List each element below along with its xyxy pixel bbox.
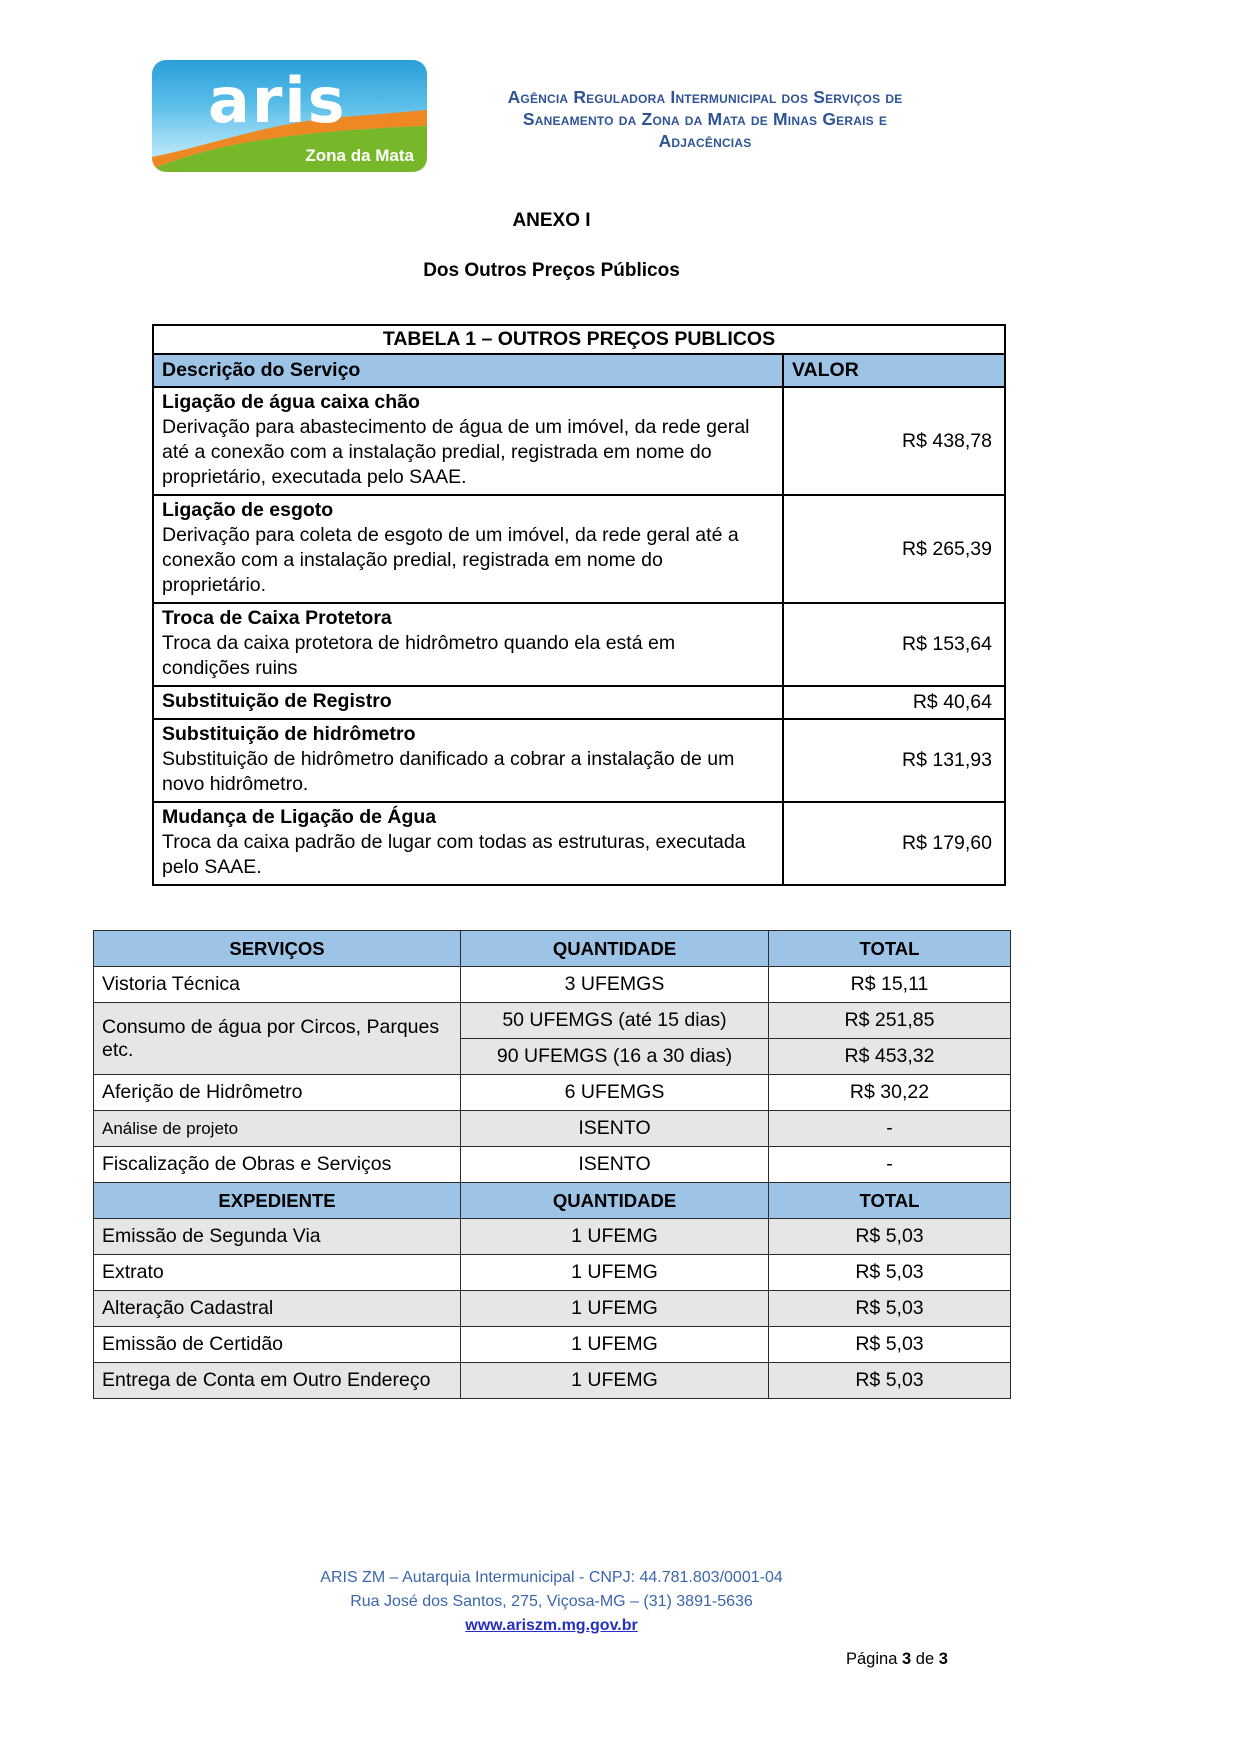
- service-quantity: 1 UFEMG: [461, 1255, 769, 1291]
- service-value: R$ 40,64: [783, 686, 1005, 719]
- section-subtitle: Dos Outros Preços Públicos: [423, 260, 680, 281]
- col-header-descricao: Descrição do Serviço: [153, 354, 783, 387]
- table-row: [94, 1363, 1011, 1399]
- service-name: Substituição de hidrômetro: [162, 723, 416, 745]
- page-number-prefix: Página: [846, 1650, 898, 1668]
- service-total: R$ 5,03: [769, 1255, 1011, 1291]
- service-name: Troca de Caixa Protetora: [162, 607, 392, 629]
- table1-title: TABELA 1 – OUTROS PREÇOS PUBLICOS: [153, 325, 1005, 354]
- service-total: R$ 5,03: [769, 1363, 1011, 1399]
- service-name: Extrato: [94, 1255, 461, 1291]
- col-header-quantidade: QUANTIDADE: [461, 1183, 769, 1219]
- service-total: R$ 453,32: [769, 1039, 1011, 1075]
- page-header: [152, 0, 1241, 172]
- expediente-header-row: [94, 1183, 1011, 1219]
- service-name: Emissão de Segunda Via: [94, 1219, 461, 1255]
- table-row: [94, 967, 1011, 1003]
- service-name: Fiscalização de Obras e Serviços: [94, 1147, 461, 1183]
- col-header-expediente: EXPEDIENTE: [94, 1183, 461, 1219]
- footer-website-link[interactable]: www.ariszm.mg.gov.br: [465, 1617, 638, 1634]
- service-value: R$ 179,60: [783, 802, 1005, 885]
- service-quantity: 50 UFEMGS (até 15 dias): [461, 1003, 769, 1039]
- aris-logo: [152, 60, 427, 172]
- col-header-valor: VALOR: [783, 354, 1005, 387]
- table-row: [153, 719, 1005, 802]
- agency-title-line1: Agência Reguladora Intermunicipal dos Serviços de: [507, 87, 903, 107]
- service-total: R$ 5,03: [769, 1219, 1011, 1255]
- service-name: Consumo de água por Circos, Parques etc.: [94, 1003, 461, 1075]
- service-name: Substituição de Registro: [162, 690, 392, 712]
- col-header-servicos: SERVIÇOS: [94, 931, 461, 967]
- page-number-separator: de: [915, 1650, 935, 1668]
- service-name: Análise de projeto: [94, 1111, 461, 1147]
- service-value: R$ 438,78: [783, 387, 1005, 495]
- service-total: R$ 5,03: [769, 1291, 1011, 1327]
- service-name: Aferição de Hidrômetro: [94, 1075, 461, 1111]
- service-total: R$ 30,22: [769, 1075, 1011, 1111]
- service-description: Derivação para coleta de esgoto de um imóvel, da rede geral até a conexão com a instalação predial, registrada em nome do proprietário.: [162, 524, 739, 596]
- agency-title-line2: Saneamento da Zona da Mata de Minas Gerais e: [522, 109, 888, 129]
- service-value: R$ 131,93: [783, 719, 1005, 802]
- page-number-current: 3: [901, 1650, 912, 1668]
- agency-title: [455, 60, 955, 152]
- service-name: Vistoria Técnica: [94, 967, 461, 1003]
- table-outros-precos: [152, 324, 1006, 886]
- table-row: [94, 1327, 1011, 1363]
- service-description: Derivação para abastecimento de água de um imóvel, da rede geral até a conexão com a instalação predial, registrada em nome do proprietário, executada pelo SAAE.: [162, 416, 750, 488]
- page-number: [846, 1650, 948, 1669]
- table-row: [153, 387, 1005, 495]
- service-quantity: ISENTO: [461, 1147, 769, 1183]
- table-row: [153, 495, 1005, 603]
- service-total: R$ 251,85: [769, 1003, 1011, 1039]
- logo-tagline-text: Zona da Mata: [305, 146, 414, 165]
- service-quantity: 1 UFEMG: [461, 1327, 769, 1363]
- table-row: [94, 1003, 1011, 1039]
- logo-brand-text: aris: [208, 64, 347, 137]
- service-quantity: 6 UFEMGS: [461, 1075, 769, 1111]
- service-total: R$ 5,03: [769, 1327, 1011, 1363]
- service-total: -: [769, 1111, 1011, 1147]
- table1-header-row: [153, 354, 1005, 387]
- annex-title: ANEXO I: [512, 210, 591, 231]
- table-row: [153, 603, 1005, 686]
- service-value: R$ 265,39: [783, 495, 1005, 603]
- service-name: Mudança de Ligação de Água: [162, 806, 437, 828]
- service-quantity: ISENTO: [461, 1111, 769, 1147]
- col-header-quantidade: QUANTIDADE: [461, 931, 769, 967]
- col-header-total: TOTAL: [769, 931, 1011, 967]
- footer-org-line: ARIS ZM – Autarquia Intermunicipal - CNPJ: 44.781.803/0001-04: [320, 1569, 783, 1586]
- service-quantity: 1 UFEMG: [461, 1291, 769, 1327]
- table1-title-row: [153, 325, 1005, 354]
- table-row: [94, 1147, 1011, 1183]
- table-row: [153, 686, 1005, 719]
- service-total: R$ 15,11: [769, 967, 1011, 1003]
- service-name: Alteração Cadastral: [94, 1291, 461, 1327]
- table-row: [153, 802, 1005, 885]
- footer-address-line: Rua José dos Santos, 275, Viçosa-MG – (31) 3891-5636: [350, 1593, 753, 1610]
- service-name: Ligação de água caixa chão: [162, 391, 420, 413]
- service-quantity: 1 UFEMG: [461, 1219, 769, 1255]
- page-number-total: 3: [938, 1650, 948, 1668]
- table-servicos-expediente: [93, 930, 1011, 1399]
- service-quantity: 3 UFEMGS: [461, 967, 769, 1003]
- table-row: [94, 1255, 1011, 1291]
- service-description: Troca da caixa padrão de lugar com todas as estruturas, executada pelo SAAE.: [162, 831, 746, 878]
- document-body: [93, 210, 1010, 1399]
- service-name: Entrega de Conta em Outro Endereço: [94, 1363, 461, 1399]
- agency-title-line3: Adjacências: [658, 131, 752, 151]
- page-footer: [93, 1566, 1010, 1638]
- table-row: [94, 1111, 1011, 1147]
- table-row: [94, 1075, 1011, 1111]
- table-row: [94, 1219, 1011, 1255]
- service-quantity: 90 UFEMGS (16 a 30 dias): [461, 1039, 769, 1075]
- table-row: [94, 1291, 1011, 1327]
- service-value: R$ 153,64: [783, 603, 1005, 686]
- col-header-total: TOTAL: [769, 1183, 1011, 1219]
- table2-header-row: [94, 931, 1011, 967]
- service-total: -: [769, 1147, 1011, 1183]
- service-name: Emissão de Certidão: [94, 1327, 461, 1363]
- service-description: Troca da caixa protetora de hidrômetro quando ela está em condições ruins: [162, 632, 676, 679]
- service-description: Substituição de hidrômetro danificado a cobrar a instalação de um novo hidrômetro.: [162, 748, 735, 795]
- service-name: Ligação de esgoto: [162, 499, 334, 521]
- service-quantity: 1 UFEMG: [461, 1363, 769, 1399]
